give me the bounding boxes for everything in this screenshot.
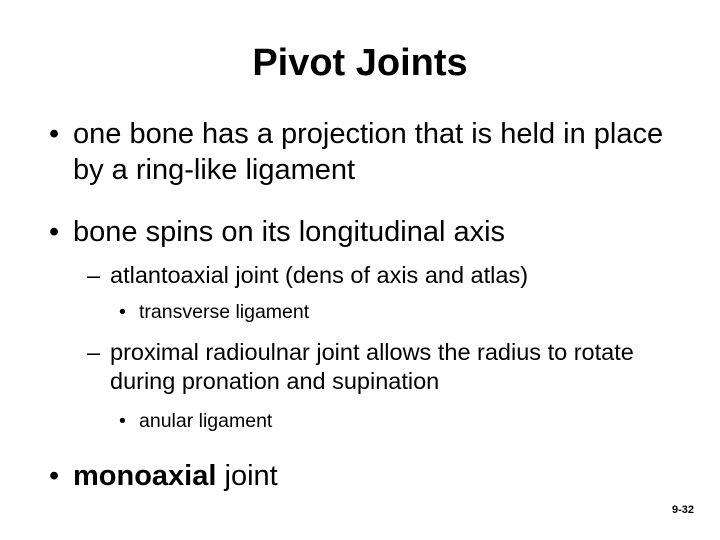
bullet-text: one bone has a projection that is held in place by a ring-like ligament [73,118,664,186]
sub-bullet-text: proximal radioulnar joint allows the radius to rotate during pronation and supination [110,339,634,394]
bullet-text: joint [216,460,278,492]
dash-marker: – [87,339,101,365]
bullet-marker: • [119,410,126,432]
bullet-text: bone spins on its longitudinal axis [73,216,506,248]
bullet-marker: • [49,216,60,248]
bullet-marker: • [49,118,60,150]
bullet-projection [49,116,683,188]
sub-bullet-radioulnar [87,338,680,396]
sub-bullet-atlantoaxial [87,261,680,290]
sub-sub-bullet-transverse [119,300,679,324]
sub-sub-bullet-anular [119,409,679,433]
bullet-spins [49,214,683,250]
sub-bullet-text: atlantoaxial joint (dens of axis and atlas) [110,262,529,288]
dash-marker: – [87,262,101,288]
bullet-marker: • [119,301,126,323]
bullet-monoaxial [49,458,683,494]
sub-sub-bullet-text: transverse ligament [139,301,310,323]
bullet-bold-term: monoaxial [73,460,217,492]
page-number: 9-32 [671,504,694,516]
slide-title: Pivot Joints [252,42,468,84]
bullet-marker: • [49,460,60,492]
sub-sub-bullet-text: anular ligament [139,410,273,432]
